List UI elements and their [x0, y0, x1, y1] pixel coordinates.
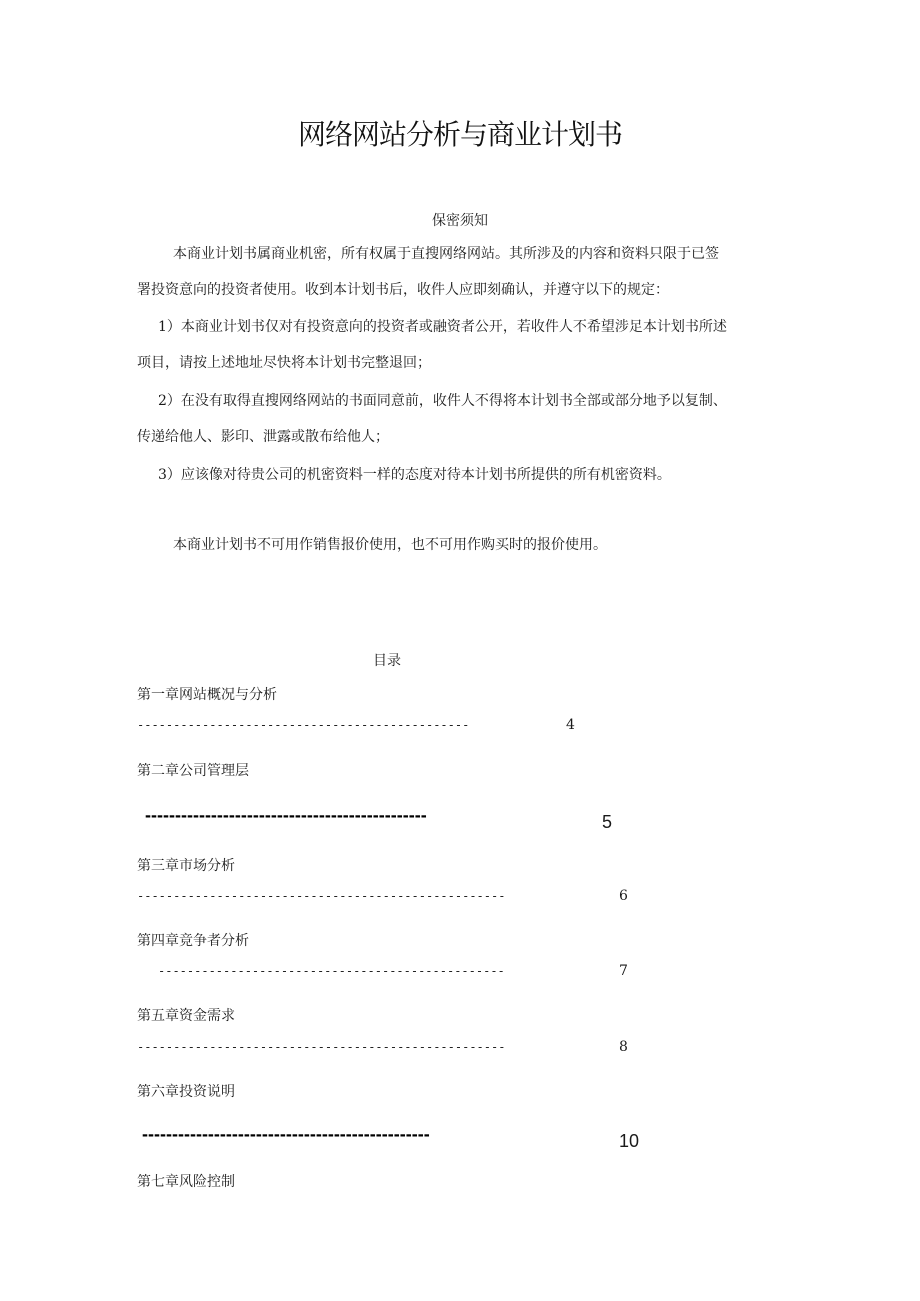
- toc-leader-6: ------------------------------------------------: [142, 1124, 430, 1144]
- toc-leader-3: ---------------------------------------------------: [137, 889, 506, 903]
- toc-page-4: 7: [619, 963, 628, 979]
- toc-chapter-1[interactable]: 第一章网站概况与分析: [137, 687, 277, 703]
- rule-2-line-1: 2）在没有取得直搜网络网站的书面同意前，收件人不得将本计划书全部或部分地予以复制、: [158, 393, 727, 409]
- toc-page-3: 6: [619, 888, 628, 904]
- toc-leader-1: ----------------------------------------------: [137, 718, 470, 732]
- confidentiality-heading: 保密须知: [432, 213, 488, 229]
- toc-page-6: 10: [619, 1131, 640, 1151]
- intro-line-2: 署投资意向的投资者使用。收到本计划书后，收件人应即刻确认，并遵守以下的规定：: [137, 282, 669, 298]
- intro-line-1: 本商业计划书属商业机密，所有权属于直搜网络网站。其所涉及的内容和资料只限于已签: [173, 246, 719, 262]
- toc-page-1: 4: [566, 717, 575, 733]
- rule-1-line-2: 项目，请按上述地址尽快将本计划书完整退回；: [137, 355, 431, 371]
- toc-page-5: 8: [619, 1039, 628, 1055]
- toc-chapter-5[interactable]: 第五章资金需求: [137, 1008, 235, 1024]
- toc-chapter-7[interactable]: 第七章风险控制: [137, 1174, 235, 1190]
- toc-chapter-3[interactable]: 第三章市场分析: [137, 858, 235, 874]
- toc-chapter-6[interactable]: 第六章投资说明: [137, 1084, 235, 1100]
- rule-3-line-1: 3）应该像对待贵公司的机密资料一样的态度对待本计划书所提供的所有机密资料。: [158, 467, 671, 483]
- toc-leader-5: ---------------------------------------------------: [137, 1040, 506, 1054]
- toc-leader-4: ------------------------------------------------: [158, 964, 505, 978]
- toc-page-2: 5: [602, 812, 613, 832]
- document-title: 网络网站分析与商业计划书: [297, 118, 622, 151]
- closing-statement: 本商业计划书不可用作销售报价使用，也不可用作购买时的报价使用。: [173, 537, 607, 553]
- rule-2-line-2: 传递给他人、影印、泄露或散布给他人；: [137, 429, 389, 445]
- toc-heading: 目录: [373, 653, 401, 669]
- rule-1-line-1: 1）本商业计划书仅对有投资意向的投资者或融资者公开，若收件人不希望涉足本计划书所述: [158, 319, 727, 335]
- toc-chapter-2[interactable]: 第二章公司管理层: [137, 763, 249, 779]
- toc-leader-2: -----------------------------------------------: [145, 805, 427, 825]
- toc-chapter-4[interactable]: 第四章竞争者分析: [137, 933, 249, 949]
